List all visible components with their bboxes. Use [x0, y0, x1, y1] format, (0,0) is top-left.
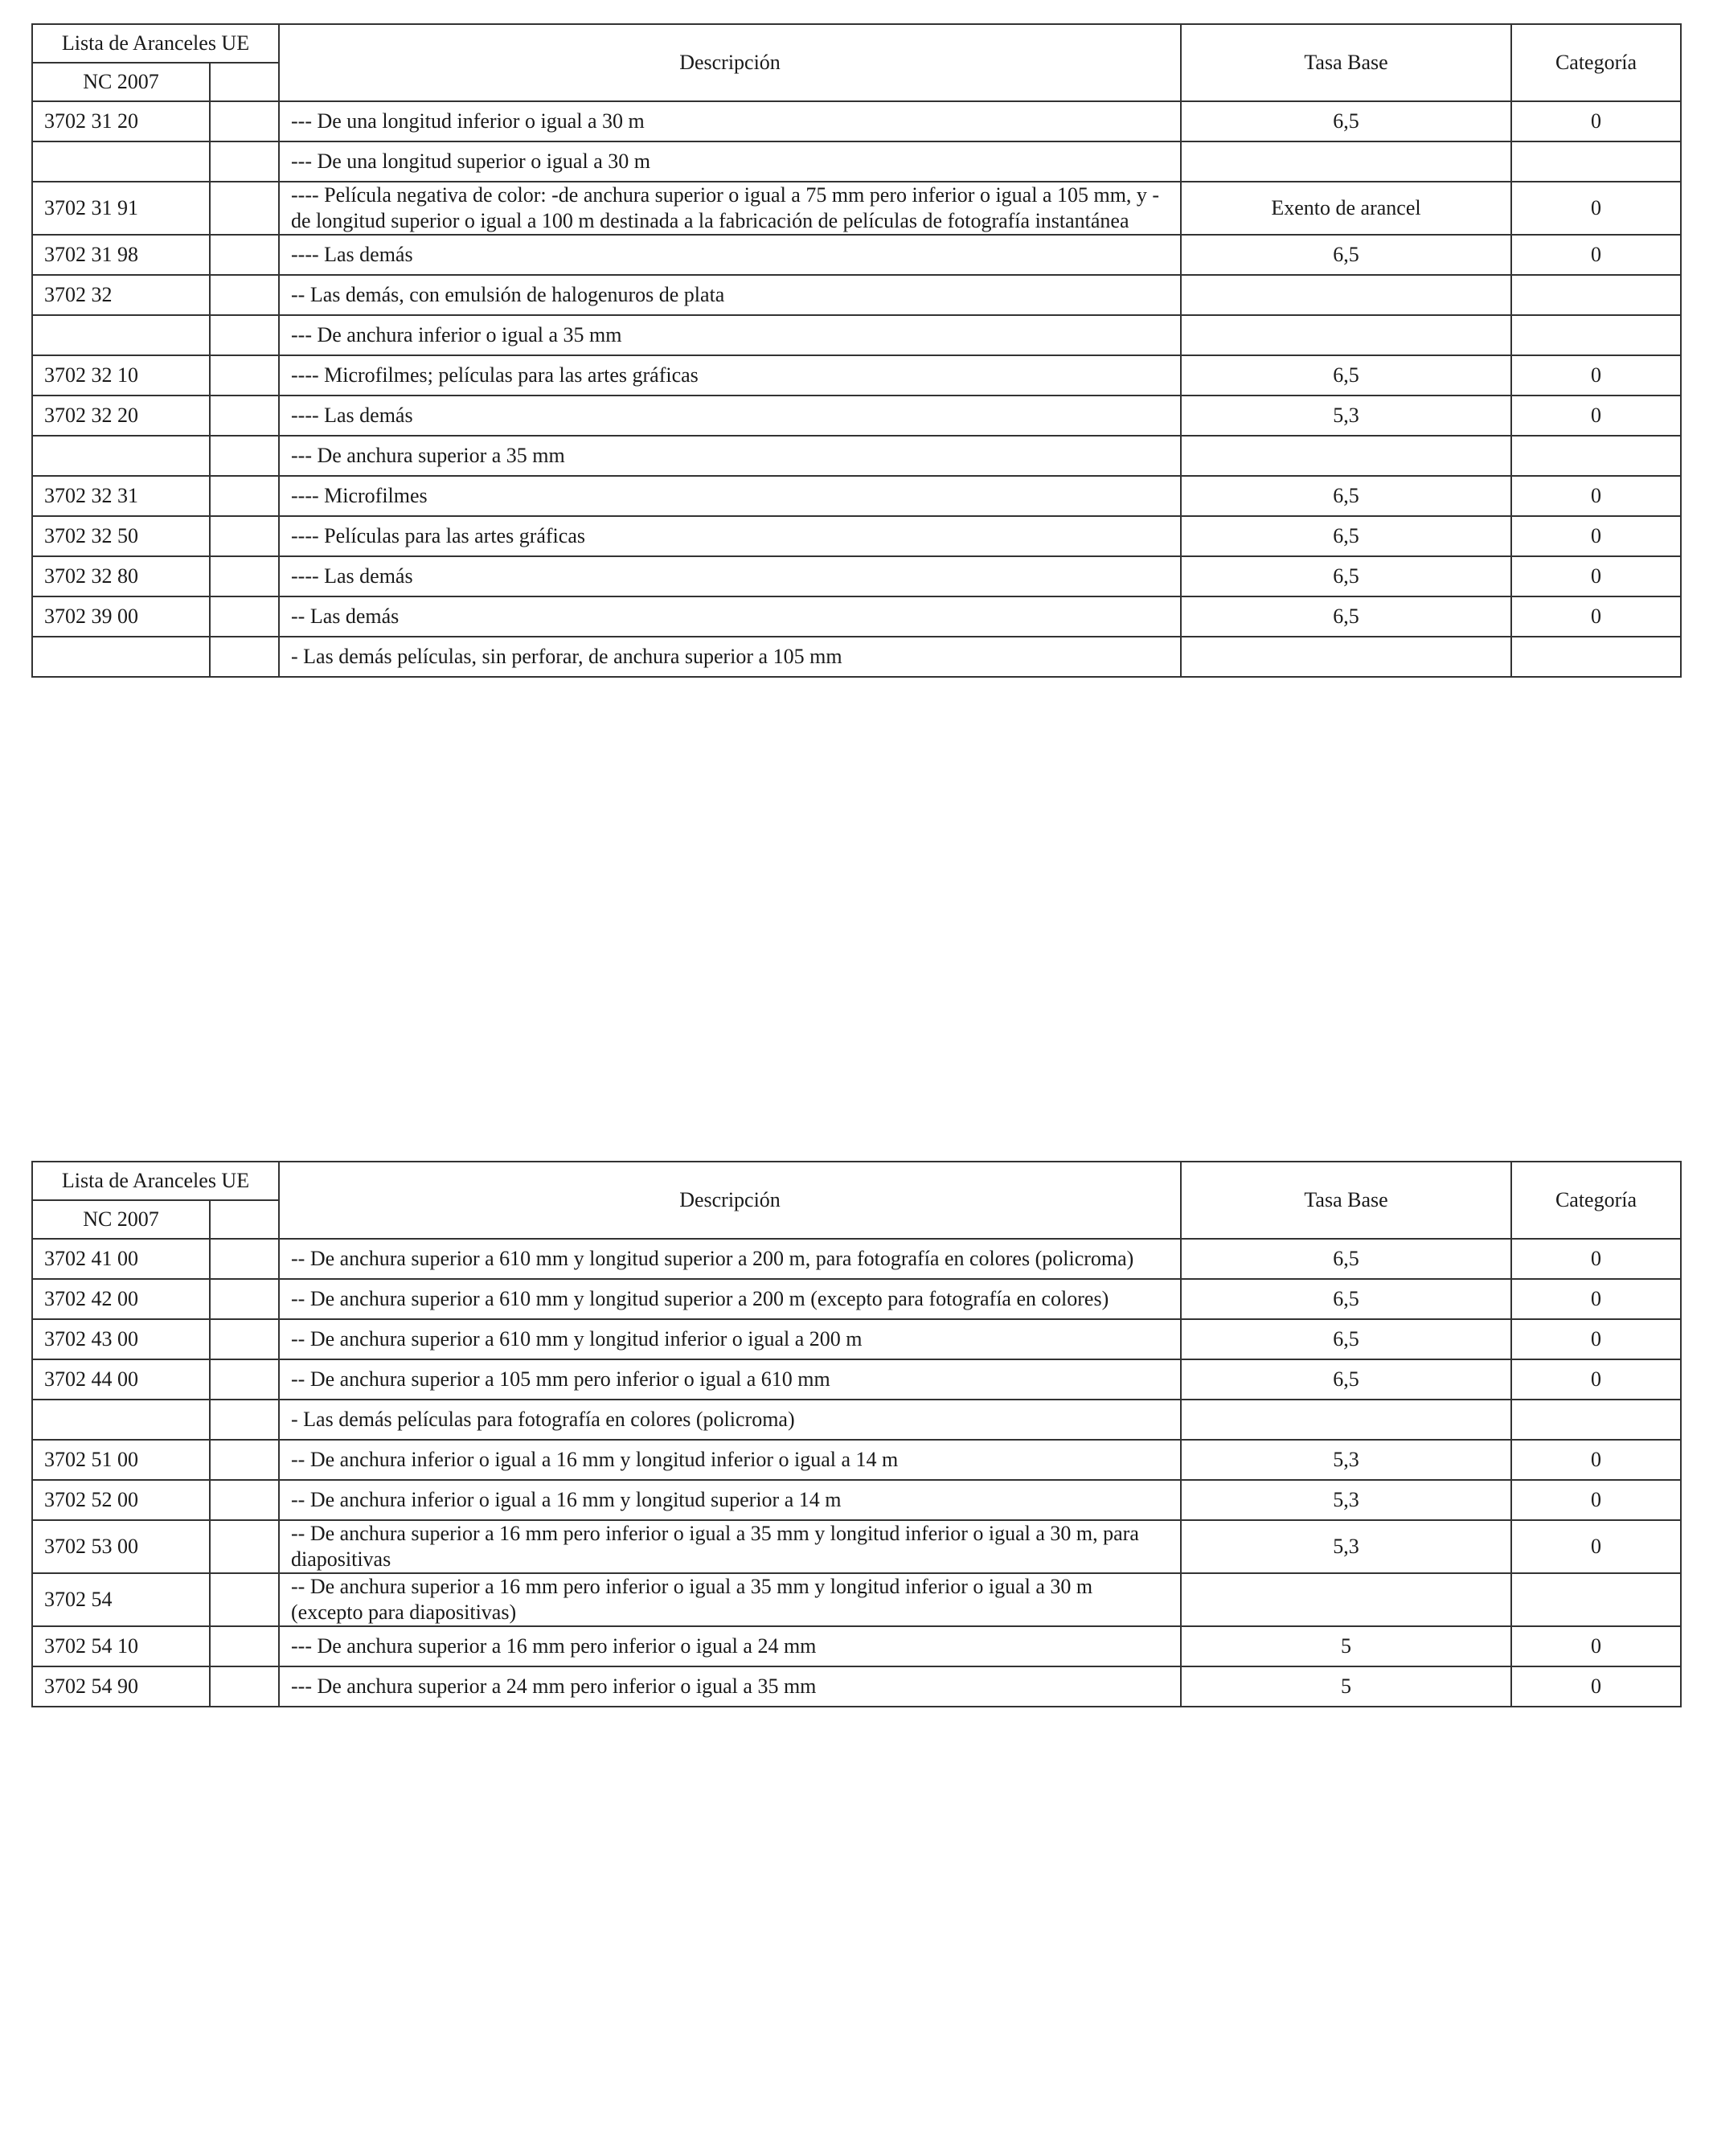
empty-subcode-cell	[210, 1359, 279, 1400]
category-cell: 0	[1511, 476, 1681, 516]
tariff-code-cell	[32, 141, 210, 182]
empty-subcode-cell	[210, 1440, 279, 1480]
base-rate-cell: 6,5	[1181, 235, 1511, 275]
description-cell: - Las demás películas para fotografía en colores (policroma)	[279, 1400, 1181, 1440]
empty-subcode-cell	[210, 1480, 279, 1520]
table-row	[32, 1480, 1681, 1520]
empty-subcode-cell	[210, 1239, 279, 1279]
description-cell: -- Las demás	[279, 596, 1181, 637]
base-rate-cell	[1181, 436, 1511, 476]
description-cell: --- De anchura superior a 24 mm pero inferior o igual a 35 mm	[279, 1666, 1181, 1707]
tariff-code-cell: 3702 39 00	[32, 596, 210, 637]
tariff-list-header: Lista de Aranceles UE	[32, 24, 279, 63]
tariff-list-header: Lista de Aranceles UE	[32, 1162, 279, 1200]
empty-subcode-cell	[210, 516, 279, 556]
base-rate-cell: 5,3	[1181, 1480, 1511, 1520]
description-header: Descripción	[279, 24, 1181, 101]
tariff-code-cell	[32, 637, 210, 677]
table-row	[32, 1359, 1681, 1400]
description-cell: -- De anchura inferior o igual a 16 mm y longitud inferior o igual a 14 m	[279, 1440, 1181, 1480]
tariff-code-cell: 3702 43 00	[32, 1319, 210, 1359]
tariff-table-1	[31, 23, 1682, 678]
empty-subcode-cell	[210, 141, 279, 182]
category-cell: 0	[1511, 1440, 1681, 1480]
description-cell: ---- Película negativa de color: -de anchura superior o igual a 75 mm pero inferior o igual a 105 mm, y -de longitud superior o igual a 100 m destinada a la fabricación de películas de fotografía instantánea	[279, 182, 1181, 235]
tariff-code-cell: 3702 32 80	[32, 556, 210, 596]
empty-subcode-cell	[210, 1279, 279, 1319]
table-row	[32, 101, 1681, 141]
table-body	[32, 1239, 1681, 1707]
tariff-code-cell: 3702 31 98	[32, 235, 210, 275]
table-row	[32, 436, 1681, 476]
tariff-code-cell	[32, 1400, 210, 1440]
base-rate-cell	[1181, 1573, 1511, 1626]
description-cell: ---- Las demás	[279, 235, 1181, 275]
base-rate-cell: 5	[1181, 1626, 1511, 1666]
category-cell	[1511, 275, 1681, 315]
table-row	[32, 516, 1681, 556]
base-rate-cell: 5,3	[1181, 396, 1511, 436]
description-header: Descripción	[279, 1162, 1181, 1239]
table-row	[32, 1666, 1681, 1707]
base-rate-cell	[1181, 315, 1511, 355]
category-cell: 0	[1511, 596, 1681, 637]
tariff-code-cell: 3702 31 20	[32, 101, 210, 141]
table-header	[32, 1162, 1681, 1239]
base-rate-cell: 5	[1181, 1666, 1511, 1707]
description-cell: ---- Las demás	[279, 556, 1181, 596]
base-rate-cell: Exento de arancel	[1181, 182, 1511, 235]
description-cell: -- De anchura superior a 105 mm pero inferior o igual a 610 mm	[279, 1359, 1181, 1400]
table-row	[32, 1239, 1681, 1279]
empty-header-cell	[210, 1200, 279, 1239]
tariff-table-2	[31, 1161, 1682, 1707]
empty-subcode-cell	[210, 476, 279, 516]
tariff-code-cell: 3702 32 10	[32, 355, 210, 396]
description-cell: -- De anchura superior a 610 mm y longitud superior a 200 m, para fotografía en colores (policroma)	[279, 1239, 1181, 1279]
empty-subcode-cell	[210, 101, 279, 141]
base-rate-cell: 6,5	[1181, 101, 1511, 141]
category-cell: 0	[1511, 355, 1681, 396]
description-cell: -- De anchura inferior o igual a 16 mm y longitud superior a 14 m	[279, 1480, 1181, 1520]
table-row	[32, 556, 1681, 596]
nc-2007-header: NC 2007	[32, 1200, 210, 1239]
category-cell	[1511, 436, 1681, 476]
tariff-code-cell: 3702 42 00	[32, 1279, 210, 1319]
table-row	[32, 235, 1681, 275]
description-cell: -- Las demás, con emulsión de halogenuros de plata	[279, 275, 1181, 315]
category-cell: 0	[1511, 1279, 1681, 1319]
base-rate-cell	[1181, 637, 1511, 677]
base-rate-cell	[1181, 275, 1511, 315]
table-row	[32, 275, 1681, 315]
tariff-code-cell: 3702 41 00	[32, 1239, 210, 1279]
category-cell: 0	[1511, 1480, 1681, 1520]
category-cell: 0	[1511, 556, 1681, 596]
table-row	[32, 476, 1681, 516]
description-cell: --- De una longitud inferior o igual a 30 m	[279, 101, 1181, 141]
category-cell: 0	[1511, 396, 1681, 436]
description-cell: --- De una longitud superior o igual a 30 m	[279, 141, 1181, 182]
description-cell: --- De anchura superior a 16 mm pero inferior o igual a 24 mm	[279, 1626, 1181, 1666]
empty-subcode-cell	[210, 1666, 279, 1707]
table-row	[32, 315, 1681, 355]
category-cell: 0	[1511, 182, 1681, 235]
base-rate-cell: 6,5	[1181, 596, 1511, 637]
description-cell: ---- Películas para las artes gráficas	[279, 516, 1181, 556]
empty-subcode-cell	[210, 315, 279, 355]
table-row	[32, 396, 1681, 436]
base-rate-cell: 6,5	[1181, 556, 1511, 596]
description-cell: - Las demás películas, sin perforar, de anchura superior a 105 mm	[279, 637, 1181, 677]
category-cell	[1511, 1400, 1681, 1440]
table-row	[32, 596, 1681, 637]
base-rate-cell: 6,5	[1181, 1279, 1511, 1319]
table-row	[32, 1573, 1681, 1626]
description-cell: ---- Microfilmes; películas para las artes gráficas	[279, 355, 1181, 396]
base-rate-cell: 6,5	[1181, 516, 1511, 556]
table-row	[32, 355, 1681, 396]
description-cell: -- De anchura superior a 16 mm pero inferior o igual a 35 mm y longitud inferior o igual a 30 m, para diapositivas	[279, 1520, 1181, 1573]
empty-subcode-cell	[210, 1573, 279, 1626]
base-rate-cell: 6,5	[1181, 1319, 1511, 1359]
category-cell	[1511, 315, 1681, 355]
tariff-code-cell	[32, 436, 210, 476]
tariff-code-cell: 3702 54 10	[32, 1626, 210, 1666]
base-rate-cell: 6,5	[1181, 1239, 1511, 1279]
tariff-code-cell: 3702 31 91	[32, 182, 210, 235]
description-cell: --- De anchura superior a 35 mm	[279, 436, 1181, 476]
table-row	[32, 1440, 1681, 1480]
category-cell: 0	[1511, 1626, 1681, 1666]
tariff-code-cell: 3702 53 00	[32, 1520, 210, 1573]
tariff-code-cell: 3702 51 00	[32, 1440, 210, 1480]
table-row	[32, 1520, 1681, 1573]
description-cell: -- De anchura superior a 16 mm pero inferior o igual a 35 mm y longitud inferior o igual a 30 m (excepto para diapositivas)	[279, 1573, 1181, 1626]
table-row	[32, 182, 1681, 235]
tariff-code-cell: 3702 52 00	[32, 1480, 210, 1520]
description-cell: ---- Las demás	[279, 396, 1181, 436]
base-rate-cell	[1181, 141, 1511, 182]
tariff-code-cell: 3702 32 20	[32, 396, 210, 436]
tariff-code-cell: 3702 32	[32, 275, 210, 315]
table-row	[32, 141, 1681, 182]
tariff-code-cell: 3702 54	[32, 1573, 210, 1626]
category-header: Categoría	[1511, 24, 1681, 101]
tariff-code-cell	[32, 315, 210, 355]
tariff-code-cell: 3702 32 50	[32, 516, 210, 556]
empty-subcode-cell	[210, 1319, 279, 1359]
empty-subcode-cell	[210, 182, 279, 235]
category-cell: 0	[1511, 101, 1681, 141]
base-rate-cell: 6,5	[1181, 476, 1511, 516]
tariff-code-cell: 3702 32 31	[32, 476, 210, 516]
empty-subcode-cell	[210, 637, 279, 677]
empty-subcode-cell	[210, 1626, 279, 1666]
empty-subcode-cell	[210, 396, 279, 436]
category-cell: 0	[1511, 1520, 1681, 1573]
empty-subcode-cell	[210, 1520, 279, 1573]
base-rate-header: Tasa Base	[1181, 1162, 1511, 1239]
base-rate-cell: 6,5	[1181, 355, 1511, 396]
table-row	[32, 1319, 1681, 1359]
table-row	[32, 637, 1681, 677]
table-header	[32, 24, 1681, 101]
category-cell: 0	[1511, 1359, 1681, 1400]
base-rate-cell	[1181, 1400, 1511, 1440]
empty-subcode-cell	[210, 355, 279, 396]
description-cell: -- De anchura superior a 610 mm y longitud inferior o igual a 200 m	[279, 1319, 1181, 1359]
base-rate-cell: 5,3	[1181, 1520, 1511, 1573]
table-row	[32, 1626, 1681, 1666]
table-row	[32, 1400, 1681, 1440]
description-cell: ---- Microfilmes	[279, 476, 1181, 516]
description-cell: -- De anchura superior a 610 mm y longitud superior a 200 m (excepto para fotografía en colores)	[279, 1279, 1181, 1319]
base-rate-cell: 5,3	[1181, 1440, 1511, 1480]
empty-subcode-cell	[210, 235, 279, 275]
table-row	[32, 1279, 1681, 1319]
tariff-code-cell: 3702 44 00	[32, 1359, 210, 1400]
tariff-code-cell: 3702 54 90	[32, 1666, 210, 1707]
empty-subcode-cell	[210, 556, 279, 596]
category-cell: 0	[1511, 1666, 1681, 1707]
base-rate-cell: 6,5	[1181, 1359, 1511, 1400]
category-cell	[1511, 1573, 1681, 1626]
category-cell: 0	[1511, 235, 1681, 275]
category-cell: 0	[1511, 1239, 1681, 1279]
empty-subcode-cell	[210, 596, 279, 637]
empty-subcode-cell	[210, 1400, 279, 1440]
empty-header-cell	[210, 63, 279, 101]
empty-subcode-cell	[210, 275, 279, 315]
category-header: Categoría	[1511, 1162, 1681, 1239]
category-cell	[1511, 141, 1681, 182]
nc-2007-header: NC 2007	[32, 63, 210, 101]
category-cell: 0	[1511, 516, 1681, 556]
empty-subcode-cell	[210, 436, 279, 476]
category-cell	[1511, 637, 1681, 677]
description-cell: --- De anchura inferior o igual a 35 mm	[279, 315, 1181, 355]
base-rate-header: Tasa Base	[1181, 24, 1511, 101]
table-body	[32, 101, 1681, 677]
category-cell: 0	[1511, 1319, 1681, 1359]
